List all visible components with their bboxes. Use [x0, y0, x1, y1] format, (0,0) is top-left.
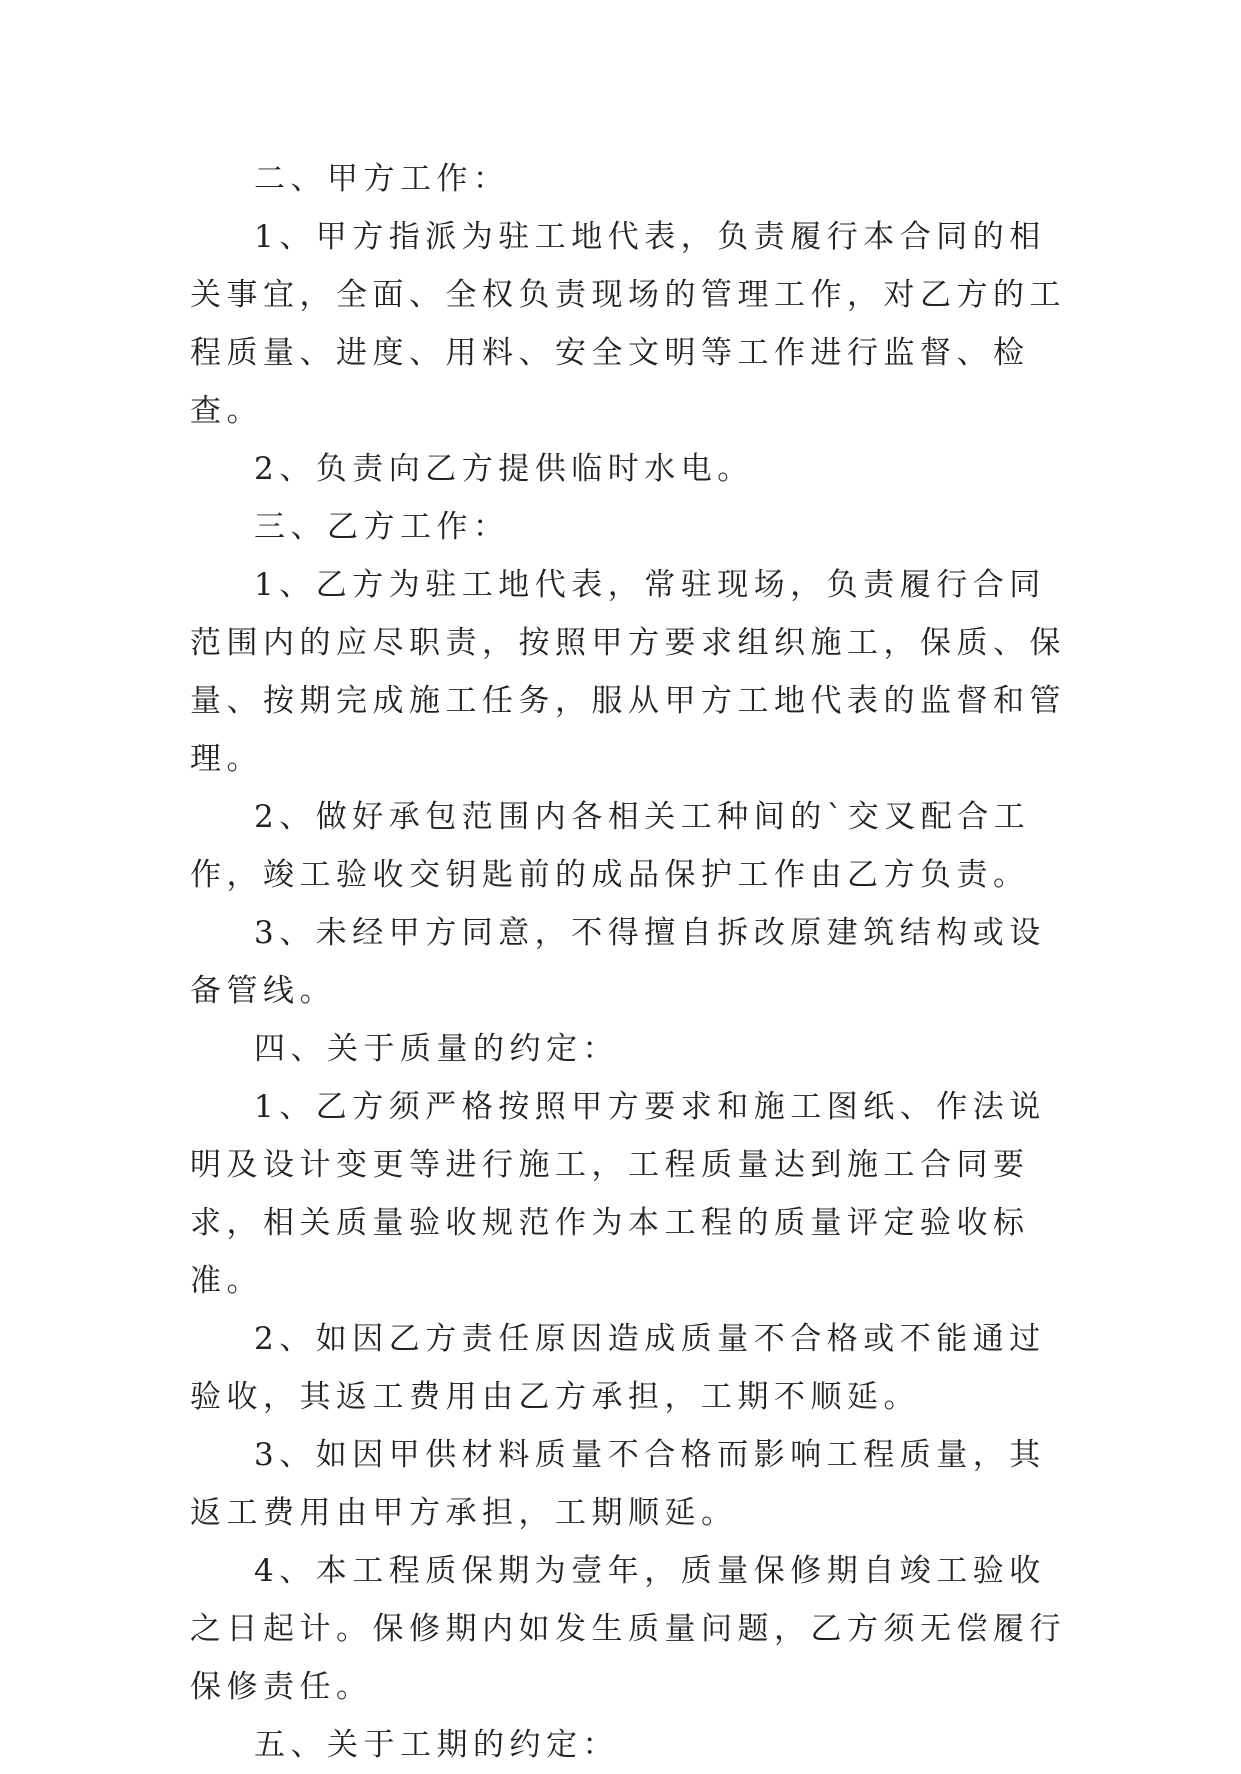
document-page: [190, 150, 1070, 1774]
section-heading-quality: 四、关于质量的约定：: [254, 1031, 619, 1067]
paragraph-quality-2: 2、如因乙方责任原因造成质量不合格或不能通过验收，其返工费用由乙方承担，工期不顺延。: [190, 1321, 1046, 1415]
section-heading-party-b: 三、乙方工作：: [254, 509, 510, 545]
section-heading-schedule: 五、关于工期的约定：: [254, 1727, 619, 1763]
paragraph-quality-3: 3、如因甲供材料质量不合格而影响工程质量，其返工费用由甲方承担，工期顺延。: [190, 1437, 1046, 1531]
paragraph-quality-4: 4、本工程质保期为壹年，质量保修期自竣工验收之日起计。保修期内如发生质量问题，乙方须无偿履行保修责任。: [190, 1553, 1066, 1705]
paragraph-party-b-1: 1、乙方为驻工地代表，常驻现场，负责履行合同范围内的应尽职责，按照甲方要求组织施工，保质、保量、按期完成施工任务，服从甲方工地代表的监督和管理。: [190, 567, 1066, 777]
paragraph-quality-1: 1、乙方须严格按照甲方要求和施工图纸、作法说明及设计变更等进行施工，工程质量达到施工合同要求，相关质量验收规范作为本工程的质量评定验收标准。: [190, 1089, 1046, 1299]
paragraph-party-a-2: 2、负责向乙方提供临时水电。: [254, 451, 754, 487]
section-heading-party-a: 二、甲方工作：: [254, 161, 510, 197]
paragraph-party-b-3: 3、未经甲方同意，不得擅自拆改原建筑结构或设备管线。: [190, 915, 1046, 1009]
paragraph-party-b-2: 2、做好承包范围内各相关工种间的`交叉配合工作，竣工验收交钥匙前的成品保护工作由乙方负责。: [190, 799, 1031, 893]
paragraph-party-a-1: 1、甲方指派为驻工地代表，负责履行本合同的相关事宜，全面、全权负责现场的管理工作，对乙方的工程质量、进度、用料、安全文明等工作进行监督、检查。: [190, 219, 1066, 429]
